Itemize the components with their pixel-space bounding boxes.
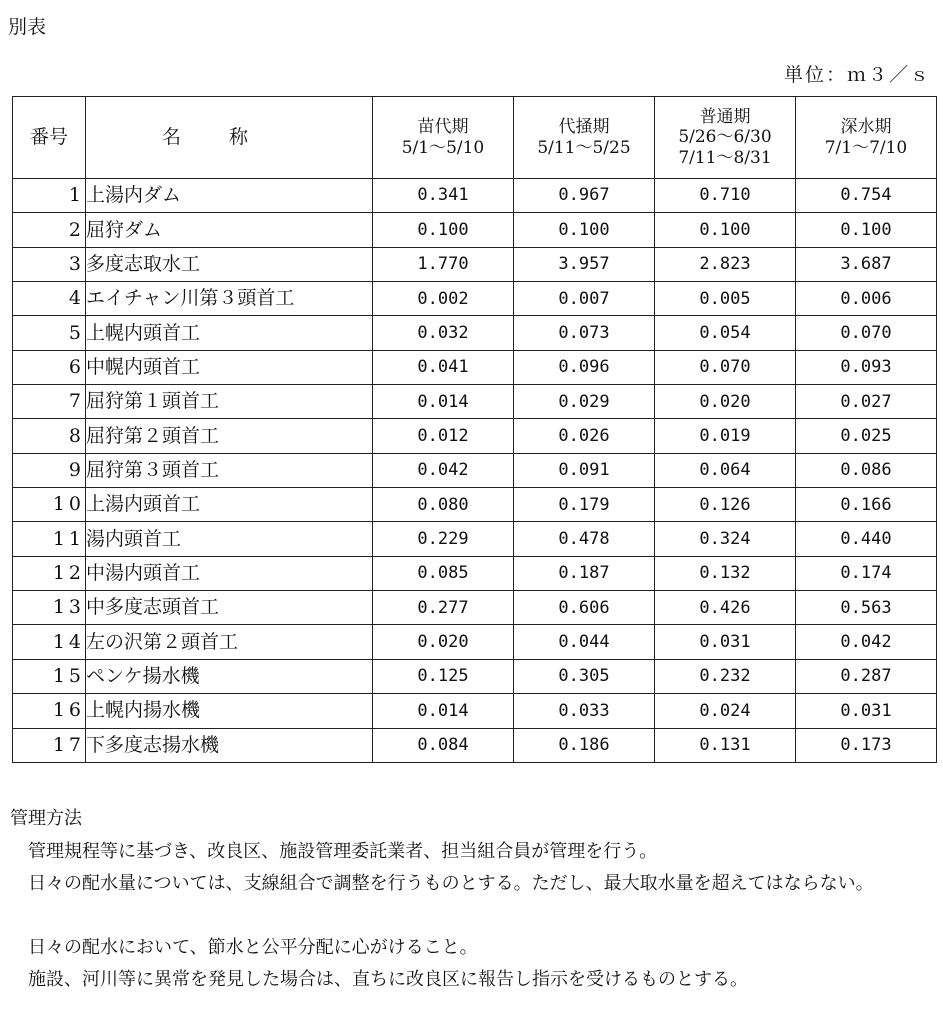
flow-value: 0.019: [655, 419, 796, 453]
flow-value: 0.232: [655, 659, 796, 693]
facility-name: 屈狩第１頭首工: [86, 385, 373, 419]
management-paragraph: 施設、河川等に異常を発見した場合は、直ちに改良区に報告し指示を受けるものとする。: [28, 969, 748, 990]
unit-label: 単位：ｍ３／ｓ: [783, 64, 931, 86]
flow-value: 0.478: [514, 522, 655, 556]
flow-value: 0.606: [514, 591, 655, 625]
row-number: 16: [13, 694, 86, 728]
flow-value: 0.305: [514, 659, 655, 693]
flow-value: 0.080: [373, 488, 514, 522]
flow-value: 0.012: [373, 419, 514, 453]
facility-name: 屈狩ダム: [86, 213, 373, 247]
flow-value: 0.070: [655, 350, 796, 384]
facility-name: 上幌内揚水機: [86, 694, 373, 728]
row-number: 7: [13, 385, 86, 419]
period-name: 普通期: [699, 106, 751, 127]
flow-value: 0.287: [796, 659, 937, 693]
facility-name: 上湯内頭首工: [86, 488, 373, 522]
table-row: [13, 728, 937, 762]
facility-name: 上幌内頭首工: [86, 316, 373, 350]
flow-value: 1.770: [373, 247, 514, 281]
flow-value: 0.064: [655, 453, 796, 487]
facility-name: 中多度志頭首工: [86, 591, 373, 625]
row-number: 12: [13, 556, 86, 590]
table-row: [13, 419, 937, 453]
table-row: [13, 179, 937, 213]
facility-name: 左の沢第２頭首工: [86, 625, 373, 659]
table-row: [13, 556, 937, 590]
flow-value: 0.324: [655, 522, 796, 556]
facility-name: エイチャン川第３頭首工: [86, 282, 373, 316]
row-number: 9: [13, 453, 86, 487]
facility-name: 多度志取水工: [86, 247, 373, 281]
management-paragraph: 日々の配水量については、支線組合で調整を行うものとする。ただし、最大取水量を超えてはならない。: [28, 873, 874, 894]
header-period-puddling: [514, 97, 655, 179]
flow-value: 3.687: [796, 247, 937, 281]
table-header-row: [13, 97, 937, 179]
flow-value: 0.710: [655, 179, 796, 213]
facility-name: 屈狩第２頭首工: [86, 419, 373, 453]
flow-value: 0.026: [514, 419, 655, 453]
flow-value: 0.426: [655, 591, 796, 625]
flow-value: 0.341: [373, 179, 514, 213]
flow-value: 0.014: [373, 385, 514, 419]
page-heading: 別表: [8, 16, 47, 38]
water-allocation-table: [12, 96, 937, 763]
flow-value: 0.032: [373, 316, 514, 350]
flow-value: 0.132: [655, 556, 796, 590]
table-row: [13, 488, 937, 522]
facility-name: 湯内頭首工: [86, 522, 373, 556]
table-row: [13, 385, 937, 419]
period-dates: 7/11～8/31: [678, 147, 772, 168]
flow-value: 0.029: [514, 385, 655, 419]
flow-value: 0.007: [514, 282, 655, 316]
management-paragraph: 管理規程等に基づき、改良区、施設管理委託業者、担当組合員が管理を行う。: [28, 841, 658, 862]
row-number: 10: [13, 488, 86, 522]
table-row: [13, 350, 937, 384]
row-number: 6: [13, 350, 86, 384]
row-number: 4: [13, 282, 86, 316]
flow-value: 0.025: [796, 419, 937, 453]
flow-value: 0.033: [514, 694, 655, 728]
flow-value: 3.957: [514, 247, 655, 281]
flow-value: 0.166: [796, 488, 937, 522]
flow-value: 0.174: [796, 556, 937, 590]
table-row: [13, 316, 937, 350]
flow-value: 0.042: [796, 625, 937, 659]
flow-value: 0.041: [373, 350, 514, 384]
header-period-normal: [655, 97, 796, 179]
flow-value: 0.131: [655, 728, 796, 762]
flow-value: 2.823: [655, 247, 796, 281]
flow-value: 0.440: [796, 522, 937, 556]
table-row: [13, 591, 937, 625]
row-number: 13: [13, 591, 86, 625]
flow-value: 0.086: [796, 453, 937, 487]
facility-name: 下多度志揚水機: [86, 728, 373, 762]
flow-value: 0.014: [373, 694, 514, 728]
table-body: [13, 179, 937, 763]
flow-value: 0.054: [655, 316, 796, 350]
table-row: [13, 625, 937, 659]
flow-value: 0.020: [373, 625, 514, 659]
header-name: 名称: [86, 97, 373, 179]
flow-value: 0.085: [373, 556, 514, 590]
flow-value: 0.100: [514, 213, 655, 247]
row-number: 17: [13, 728, 86, 762]
facility-name: 中幌内頭首工: [86, 350, 373, 384]
flow-value: 0.100: [796, 213, 937, 247]
flow-value: 0.100: [655, 213, 796, 247]
flow-value: 0.031: [655, 625, 796, 659]
header-number: 番号: [13, 97, 86, 179]
row-number: 3: [13, 247, 86, 281]
management-title: 管理方法: [10, 808, 82, 829]
facility-name: 上湯内ダム: [86, 179, 373, 213]
table-row: [13, 282, 937, 316]
flow-value: 0.042: [373, 453, 514, 487]
facility-name: 屈狩第３頭首工: [86, 453, 373, 487]
flow-value: 0.229: [373, 522, 514, 556]
flow-value: 0.186: [514, 728, 655, 762]
flow-value: 0.187: [514, 556, 655, 590]
table-row: [13, 453, 937, 487]
flow-value: 0.179: [514, 488, 655, 522]
flow-value: 0.096: [514, 350, 655, 384]
header-period-seedling: [373, 97, 514, 179]
table-row: [13, 213, 937, 247]
flow-value: 0.126: [655, 488, 796, 522]
flow-value: 0.173: [796, 728, 937, 762]
facility-name: 中湯内頭首工: [86, 556, 373, 590]
table-row: [13, 522, 937, 556]
period-name: 深水期: [840, 117, 892, 138]
flow-value: 0.024: [655, 694, 796, 728]
table-row: [13, 659, 937, 693]
period-dates: 7/1～7/10: [824, 137, 908, 158]
row-number: 2: [13, 213, 86, 247]
management-paragraph: 日々の配水において、節水と公平分配に心がけること。: [28, 937, 478, 958]
flow-value: 0.044: [514, 625, 655, 659]
row-number: 11: [13, 522, 86, 556]
period-dates: 5/11～5/25: [537, 137, 631, 158]
flow-value: 0.277: [373, 591, 514, 625]
flow-value: 0.091: [514, 453, 655, 487]
facility-name: ペンケ揚水機: [86, 659, 373, 693]
flow-value: 0.002: [373, 282, 514, 316]
flow-value: 0.031: [796, 694, 937, 728]
flow-value: 0.967: [514, 179, 655, 213]
flow-value: 0.073: [514, 316, 655, 350]
flow-value: 0.084: [373, 728, 514, 762]
flow-value: 0.563: [796, 591, 937, 625]
flow-value: 0.020: [655, 385, 796, 419]
flow-value: 0.005: [655, 282, 796, 316]
flow-value: 0.027: [796, 385, 937, 419]
row-number: 8: [13, 419, 86, 453]
row-number: 1: [13, 179, 86, 213]
flow-value: 0.125: [373, 659, 514, 693]
period-dates: 5/26～6/30: [678, 127, 772, 148]
flow-value: 0.093: [796, 350, 937, 384]
period-name: 苗代期: [417, 117, 469, 138]
flow-value: 0.754: [796, 179, 937, 213]
flow-value: 0.070: [796, 316, 937, 350]
header-period-deep-water: [796, 97, 937, 179]
row-number: 5: [13, 316, 86, 350]
row-number: 14: [13, 625, 86, 659]
table-row: [13, 247, 937, 281]
period-dates: 5/1～5/10: [401, 137, 485, 158]
table-row: [13, 694, 937, 728]
period-name: 代掻期: [558, 117, 610, 138]
row-number: 15: [13, 659, 86, 693]
flow-value: 0.100: [373, 213, 514, 247]
flow-value: 0.006: [796, 282, 937, 316]
